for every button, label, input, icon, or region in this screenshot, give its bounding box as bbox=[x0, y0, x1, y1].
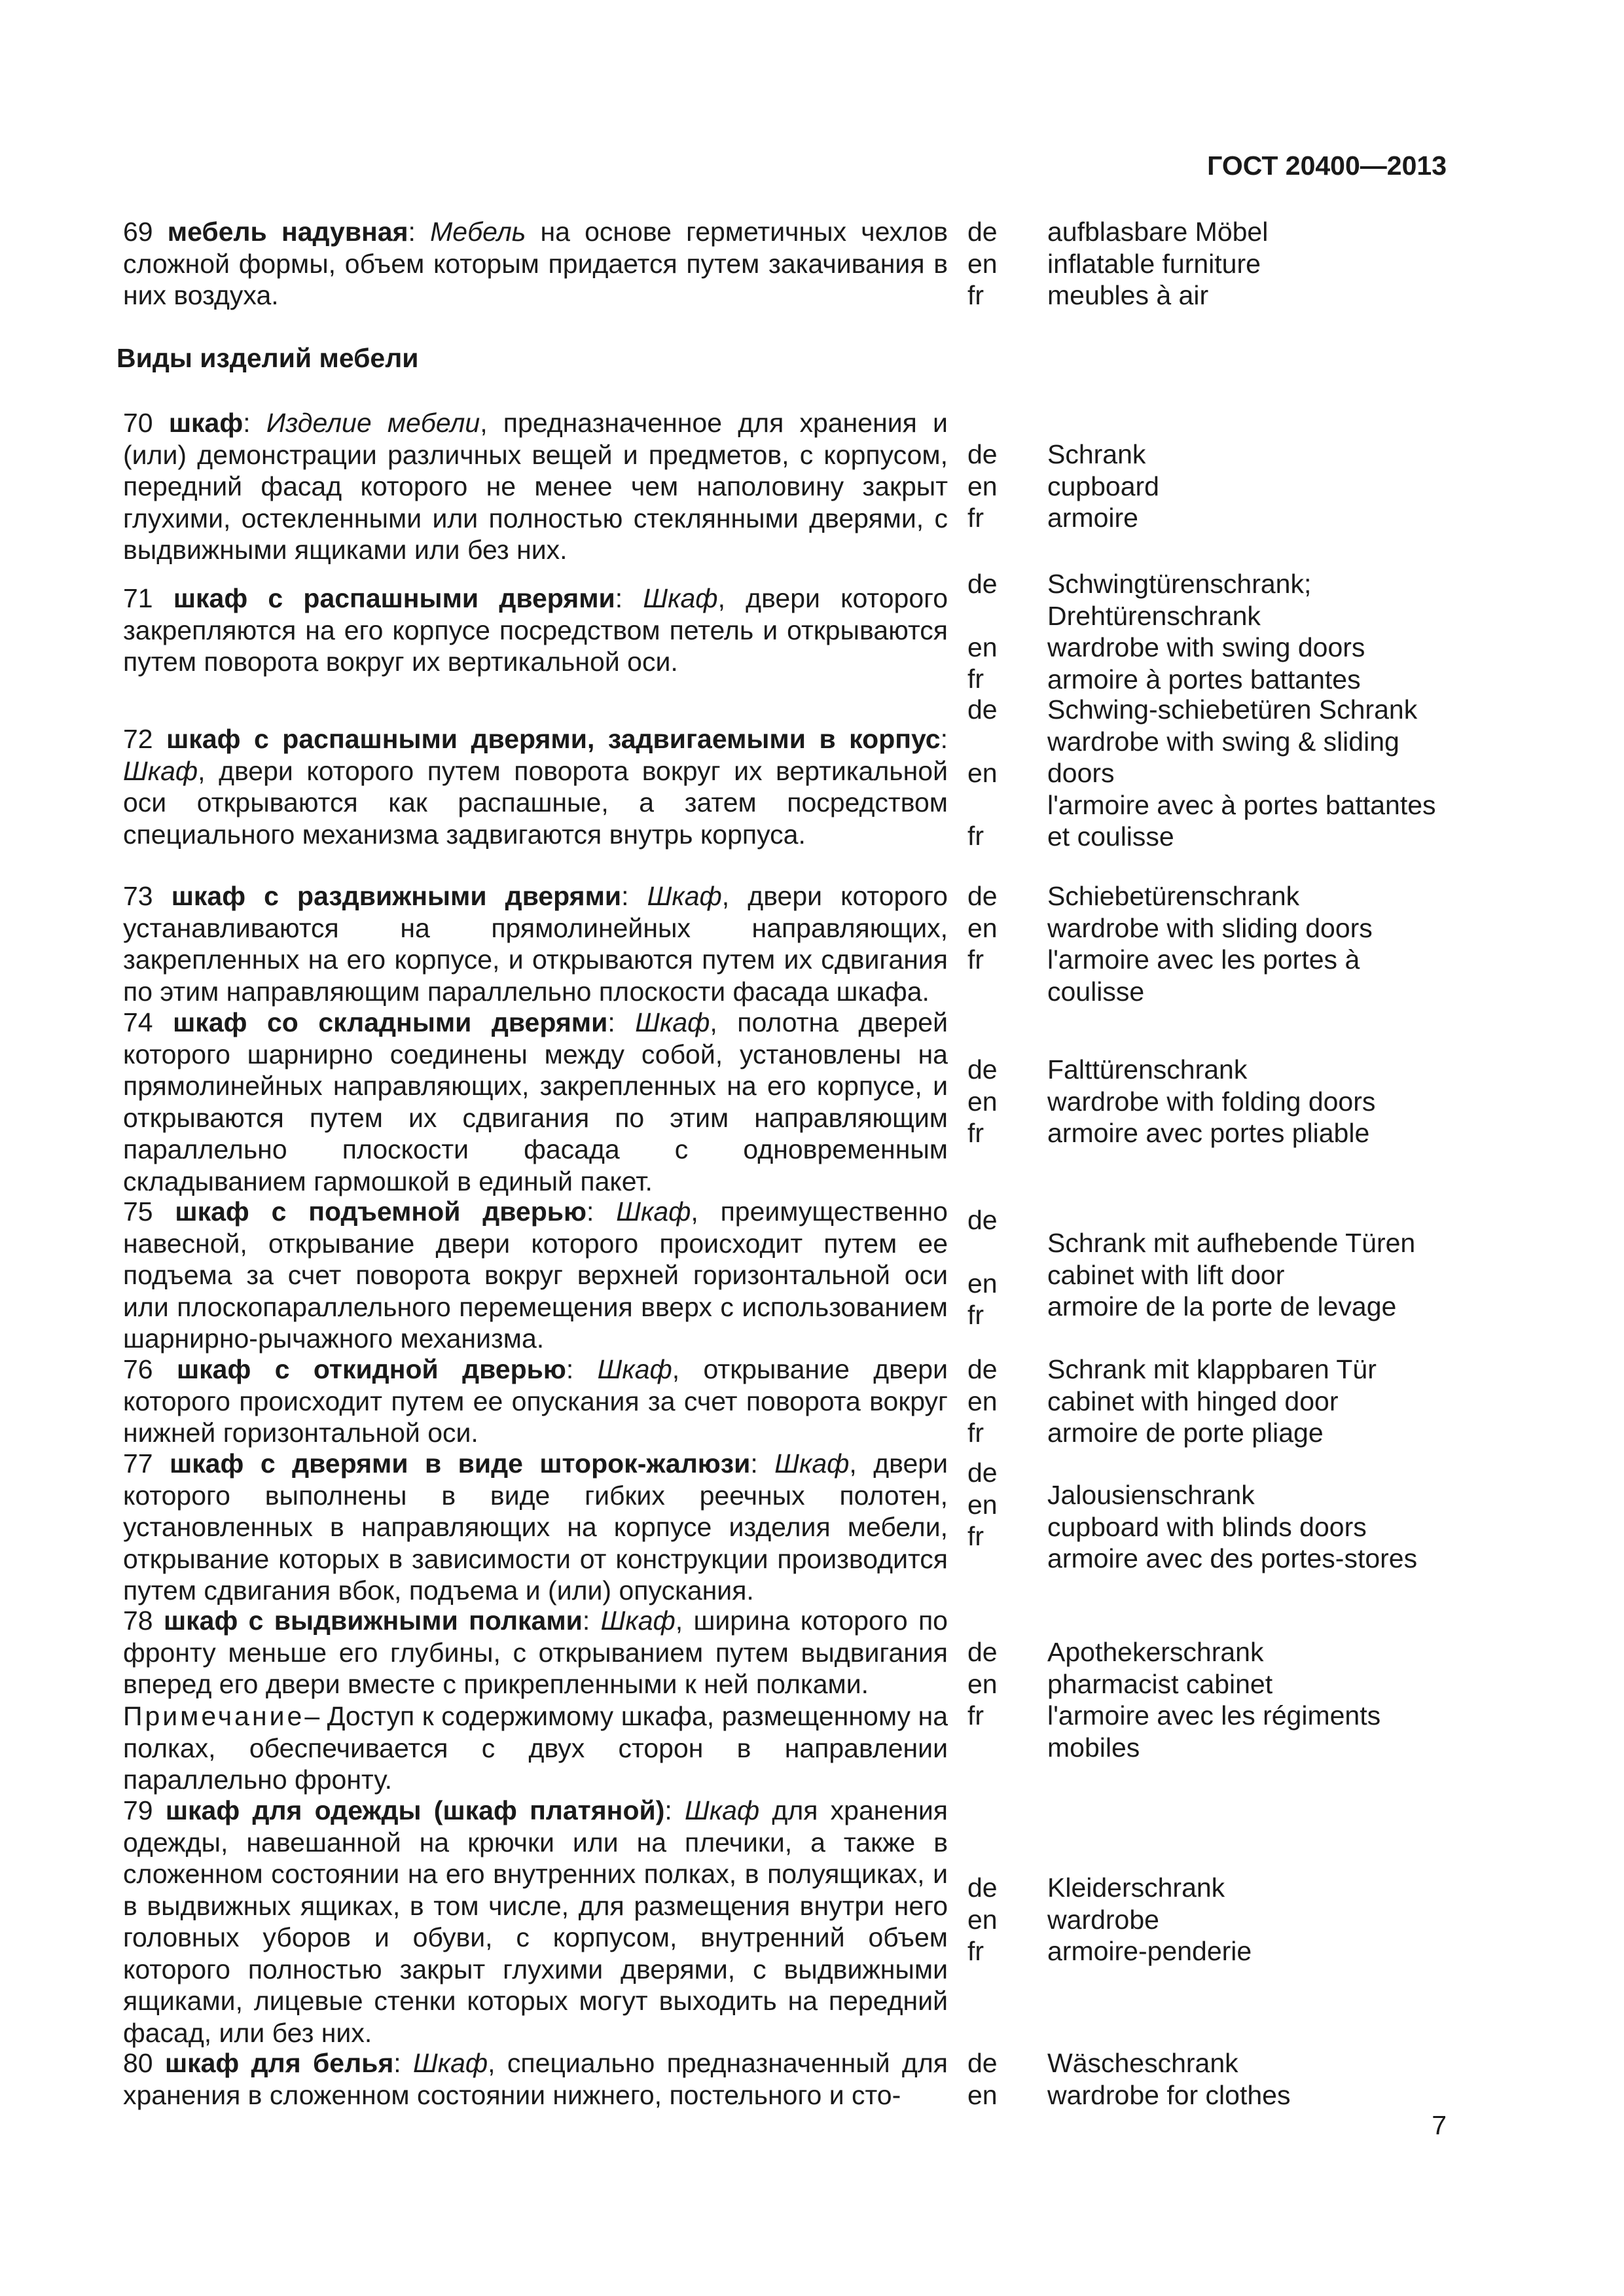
language-codes: de en fr bbox=[967, 1637, 998, 1731]
language-codes: de en bbox=[967, 2048, 998, 2110]
language-codes: de en fr bbox=[967, 439, 998, 533]
term-name: шкаф с выдвижными полками bbox=[163, 1605, 583, 1636]
language-codes: de en fr bbox=[967, 1458, 998, 1551]
foreign-equivalents: Schwing-schiebetüren Schrank wardrobe with swing & sliding doors l'armoire avec à portes battantes et coulisse bbox=[1047, 694, 1436, 852]
term-definition: 73 шкаф с раздвижными дверями: Шкаф, двери которого устанавливаются на прямолинейных направляющих, закрепленных на его корпусе, и открываются путем их сдвигания по этим направляющим параллельно плоскости фасада шкафа. bbox=[123, 881, 948, 1007]
foreign-equivalents: aufblasbare Möbel inflatable furniture meubles à air bbox=[1047, 217, 1269, 310]
language-codes: de en fr bbox=[967, 1205, 998, 1330]
page-header-standard: ГОСТ 20400—2013 bbox=[1207, 151, 1447, 181]
term-definition: 77 шкаф с дверями в виде шторок-жалюзи: Шкаф, двери которого выполнены в виде гибких реечных полотен, установленных в направляющих на корпусе изделия мебели, открывание которых в зависимости от конструкции производится путем сдвигания вбок, подъема и (или) опускания. bbox=[123, 1448, 948, 1605]
term-definition: 76 шкаф с откидной дверью: Шкаф, открывание двери которого происходит путем ее опускания за счет поворота вокруг нижней горизонтальной оси. bbox=[123, 1354, 948, 1448]
language-codes: de en fr bbox=[967, 881, 998, 975]
term-definition: 72 шкаф с распашными дверями, задвигаемыми в корпус: Шкаф, двери которого путем поворота вокруг их вертикальной оси открываются как распашные, а затем посредством специального механизма задвигаются внутрь корпуса. bbox=[123, 724, 948, 850]
language-codes: de en fr bbox=[967, 1873, 998, 1966]
term-name: шкаф bbox=[168, 408, 244, 438]
note: Примечание– Доступ к содержимому шкафа, размещенному на полках, обеспечивается с двух сторон в направлении параллельно фронту. bbox=[123, 1701, 948, 1795]
foreign-equivalents: Wäscheschrank wardrobe for clothes bbox=[1047, 2048, 1291, 2110]
language-codes: de en fr bbox=[967, 217, 998, 310]
term-definition: 80 шкаф для белья: Шкаф, специально предназначенный для хранения в сложенном состоянии нижнего, постельного и сто- bbox=[123, 2048, 948, 2110]
foreign-equivalents: Apothekerschrank pharmacist cabinet l'armoire avec les régiments mobiles bbox=[1047, 1637, 1381, 1763]
term-name: шкаф с дверями в виде шторок-жалюзи bbox=[170, 1448, 751, 1479]
foreign-equivalents: Schwingtürenschrank; Drehtürenschrank wardrobe with swing doors armoire à portes battantes bbox=[1047, 569, 1365, 694]
foreign-equivalents: Kleiderschrank wardrobe armoire-penderie bbox=[1047, 1873, 1252, 1966]
term-definition: 69 мебель надувная: Мебель на основе герметичных чехлов сложной формы, объем которым придается путем закачивания в них воздуха. bbox=[123, 217, 948, 310]
foreign-equivalents: Schrank mit klappbaren Tür cabinet with hinged door armoire de porte pliage bbox=[1047, 1354, 1377, 1448]
foreign-equivalents: Schiebetürenschrank wardrobe with sliding doors l'armoire avec les portes à coulisse bbox=[1047, 881, 1373, 1007]
term-name: шкаф с подъемной дверью bbox=[175, 1196, 586, 1227]
foreign-equivalents: Jalousienschrank cupboard with blinds doors armoire avec des portes-stores bbox=[1047, 1480, 1418, 1573]
term-name: шкаф со складными дверями bbox=[173, 1007, 608, 1037]
term-name: шкаф с откидной дверью bbox=[176, 1354, 566, 1384]
term-definition: 74 шкаф со складными дверями: Шкаф, полотна дверей которого шарнирно соединены между собой, установлены на прямолинейных направляющих, закрепленных на его корпусе, и открываются путем их сдвигания по этим направляющим параллельно плоскости фасада с одновременным складыванием гармошкой в единый пакет. bbox=[123, 1007, 948, 1196]
term-name: шкаф с распашными дверями bbox=[173, 583, 615, 613]
page-number: 7 bbox=[1432, 2110, 1447, 2140]
language-codes: de en fr bbox=[967, 1354, 998, 1448]
foreign-equivalents: Falttürenschrank wardrobe with folding doors armoire avec portes pliable bbox=[1047, 1054, 1376, 1148]
term-definition: 78 шкаф с выдвижными полками: Шкаф, ширина которого по фронту меньше его глубины, с открыванием путем выдвигания вперед его двери вместе с прикрепленными к ней полками. bbox=[123, 1605, 948, 1699]
language-codes: de en fr bbox=[967, 1054, 998, 1148]
term-definition: 71 шкаф с распашными дверями: Шкаф, двери которого закрепляются на его корпусе посредством петель и открываются путем поворота вокруг их вертикальной оси. bbox=[123, 583, 948, 677]
term-name: шкаф для белья bbox=[164, 2048, 394, 2078]
term-name: шкаф для одежды (шкаф платяной) bbox=[165, 1795, 665, 1825]
language-codes: de en fr bbox=[967, 694, 998, 851]
term-name: шкаф с раздвижными дверями bbox=[171, 881, 622, 911]
term-definition: 70 шкаф: Изделие мебели, предназначенное для хранения и (или) демонстрации различных вещей и предметов, с корпусом, передний фасад которого не менее чем наполовину закрыт глухими, остекленными или полностью стеклянными дверями, с выдвижными ящиками или без них. bbox=[123, 408, 948, 565]
section-heading: Виды изделий мебели bbox=[117, 343, 419, 373]
term-name: шкаф с распашными дверями, задвигаемыми в корпус bbox=[166, 724, 941, 754]
term-definition: 75 шкаф с подъемной дверью: Шкаф, преимущественно навесной, открывание двери которого происходит путем ее подъема за счет поворота вокруг верхней горизонтальной оси или плоскопараллельного перемещения вверх с использованием шарнирно-рычажного механизма. bbox=[123, 1196, 948, 1354]
term-definition: 79 шкаф для одежды (шкаф платяной): Шкаф для хранения одежды, навешанной на крючки или на плечики, а также в сложенном состоянии на его внутренних полках, в полуящиках, и в выдвижных ящиках, в том числе, для размещения внутри него головных уборов и обуви, с корпусом, внутренний объем которого полностью закрыт глухими дверями, с выдвижными ящиками, лицевые стенки которых могут выходить на передний фасад, или без них. bbox=[123, 1795, 948, 2048]
foreign-equivalents: Schrank mit aufhebende Türen cabinet with lift door armoire de la porte de levage bbox=[1047, 1228, 1416, 1321]
term-name: мебель надувная bbox=[167, 217, 408, 247]
foreign-equivalents: Schrank cupboard armoire bbox=[1047, 439, 1159, 533]
language-codes: de en fr bbox=[967, 569, 998, 694]
note-label: Примечание bbox=[123, 1701, 305, 1731]
